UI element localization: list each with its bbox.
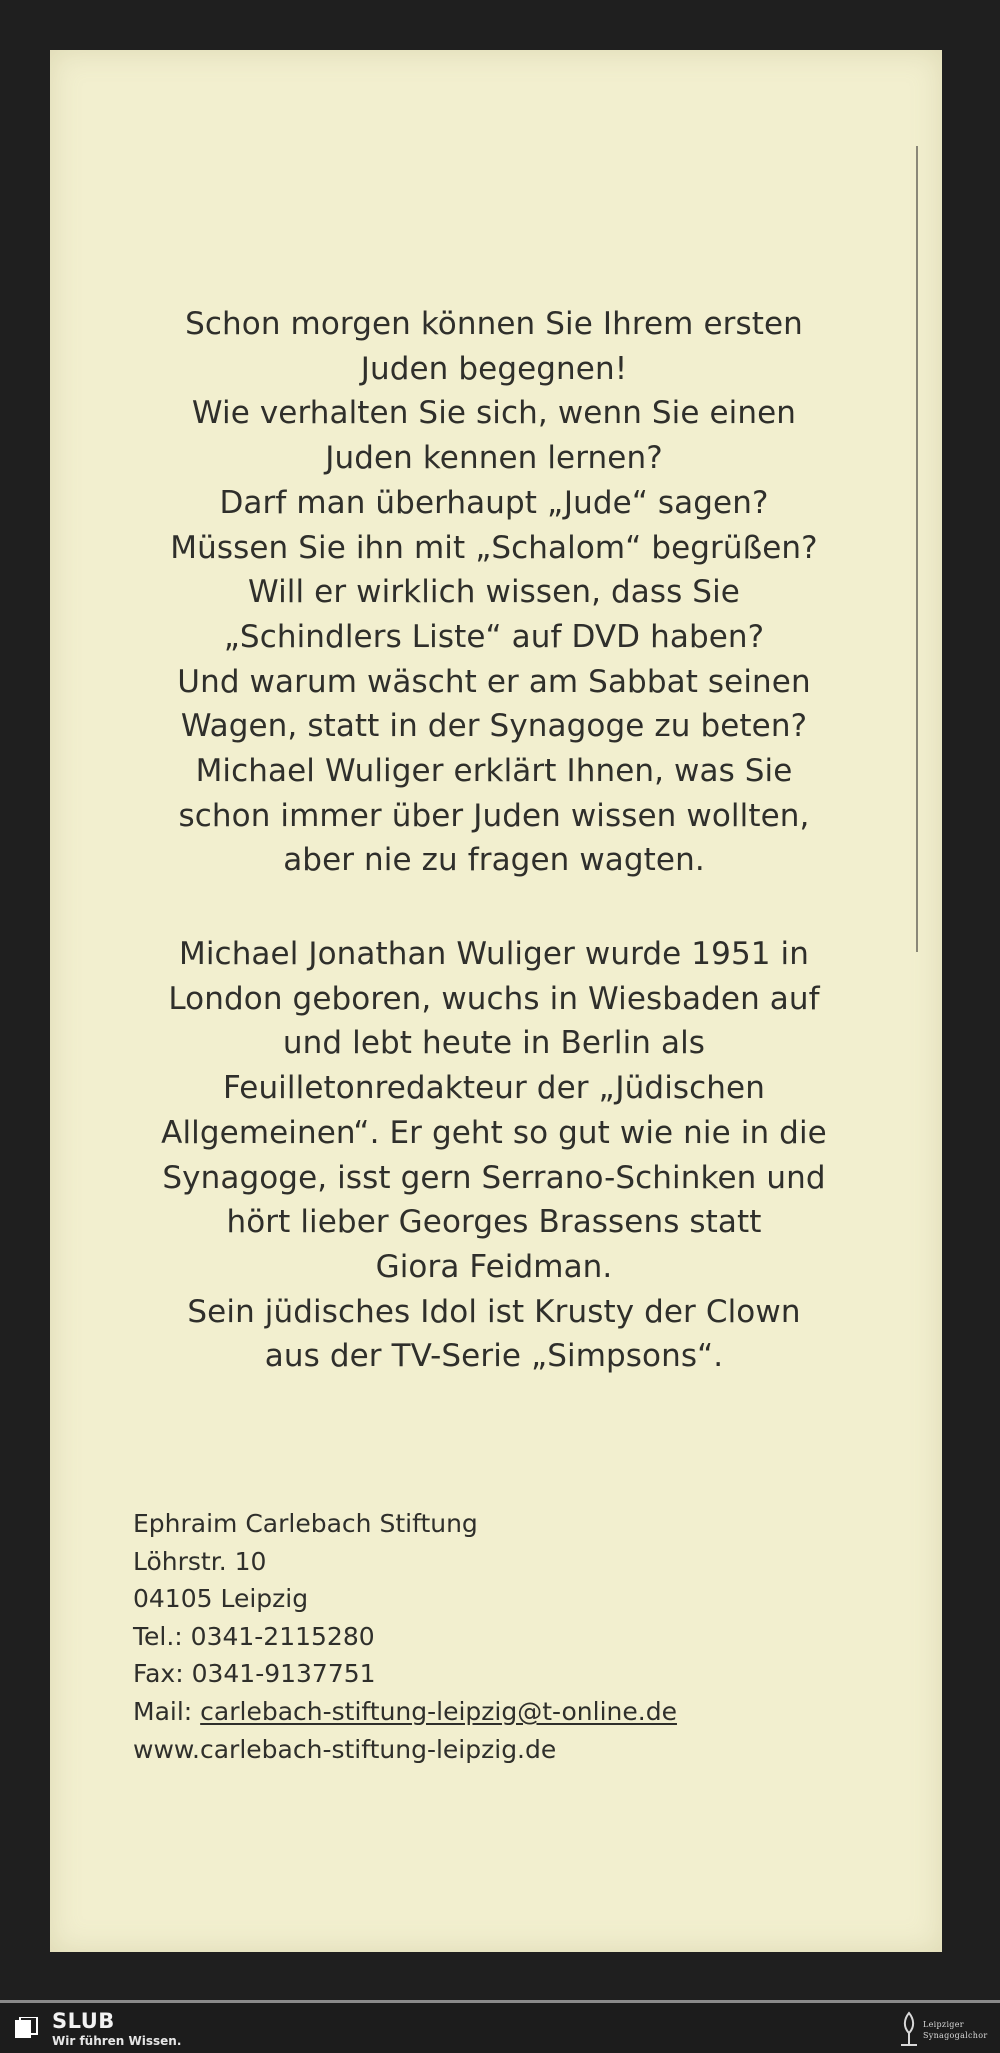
intro-paragraph [58,302,930,883]
menorah-icon [895,2009,923,2049]
organization-name: Ephraim Carlebach Stiftung [133,1509,478,1538]
slub-book-icon [14,2017,38,2039]
intro-line: Juden begegnen! [360,350,628,387]
street-address: Löhrstr. 10 [133,1546,267,1576]
intro-line: Schon morgen können Sie Ihrem ersten [185,306,803,342]
intro-line: Wagen, statt in der Synagoge zu beten? [180,708,808,745]
intro-line: Will er wirklich wissen, dass Sie [248,574,740,611]
bio-line: London geboren, wuchs in Wiesbaden auf [168,980,820,1017]
bio-line: aus der TV-Serie „Simpsons“. [264,1338,724,1375]
author-bio-paragraph [58,932,930,1379]
bio-line: Sein jüdisches Idol ist Krusty der Clown [187,1293,801,1330]
website-url: www.carlebach-stiftung-leipzig.de [133,1734,557,1764]
contact-address [133,1505,677,1768]
choir-line-1: Leipziger [923,2020,964,2029]
bio-line: und lebt heute in Berlin als [282,1025,706,1062]
viewer-footer [0,2000,1000,2053]
slub-name: SLUB [52,2009,115,2033]
intro-line: Michael Wuliger erklärt Ihnen, was Sie [195,753,793,790]
choir-line-2: Synagogalchor [923,2031,988,2040]
slub-tagline: Wir führen Wissen. [52,2034,182,2048]
bio-line: hört lieber Georges Brassens statt [226,1204,762,1241]
choir-name [923,2019,995,2041]
intro-line: Müssen Sie ihn mit „Schalom“ begrüßen? [170,529,818,566]
fax-number: Fax: 0341-9137751 [133,1659,376,1689]
email-link[interactable]: carlebach-stiftung-leipzig@t-online.de [200,1696,677,1726]
bio-line: Giora Feidman. [375,1248,613,1285]
bio-line: Synagoge, isst gern Serrano-Schinken und [162,1159,826,1196]
bio-line: Michael Jonathan Wuliger wurde 1951 in [178,936,810,972]
mail-label: Mail: [133,1696,201,1726]
intro-line: Darf man überhaupt „Jude“ sagen? [219,484,769,521]
mail-row [133,1693,677,1731]
intro-line: Juden kennen lernen? [325,440,663,477]
bio-line: Feuilletonredakteur der „Jüdischen [223,1070,765,1107]
phone-number: Tel.: 0341-2115280 [133,1621,375,1651]
intro-line: schon immer über Juden wissen wollten, [178,797,810,834]
intro-line: „Schindlers Liste“ auf DVD haben? [223,618,765,655]
intro-line: Und warum wäscht er am Sabbat seinen [177,663,811,700]
postal-city: 04105 Leipzig [133,1584,309,1614]
intro-line: Wie verhalten Sie sich, wenn Sie einen [191,395,797,432]
bio-line: Allgemeinen“. Er geht so gut wie nie in die [161,1114,827,1151]
intro-line: aber nie zu fragen wagten. [283,842,705,879]
